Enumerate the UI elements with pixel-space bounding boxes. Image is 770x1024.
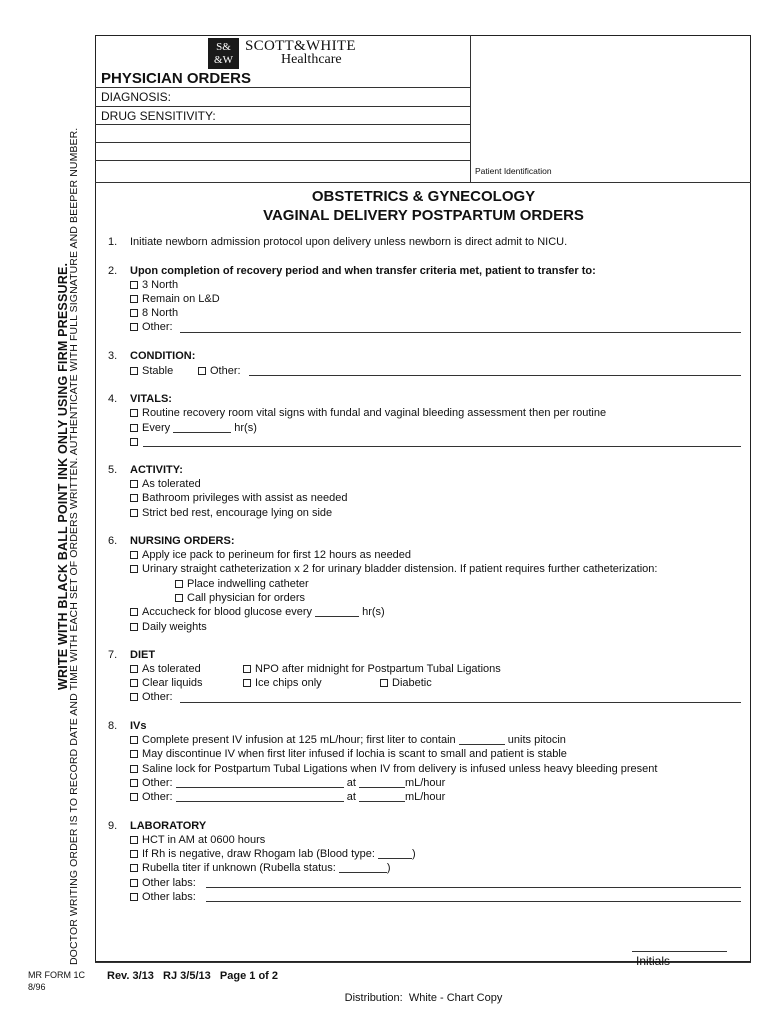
- checkbox[interactable]: [130, 693, 138, 701]
- iv-other-2-rate-blank[interactable]: [359, 792, 405, 802]
- checkbox[interactable]: [130, 323, 138, 331]
- option-straight-cath[interactable]: Urinary straight catheterization x 2 for urinary bladder distension. If patient requires further catheterization:: [130, 563, 657, 575]
- form-title-line1: OBSTETRICS & GYNECOLOGY: [311, 188, 536, 205]
- option-vitals-every[interactable]: Every hr(s): [130, 422, 257, 434]
- checkbox[interactable]: [243, 679, 251, 687]
- activity-heading: ACTIVITY:: [130, 464, 183, 476]
- physician-orders-title: PHYSICIAN ORDERS: [101, 70, 252, 87]
- option-rhogam[interactable]: If Rh is negative, draw Rhogam lab (Blood type: ): [130, 848, 416, 860]
- revision-info: Rev. 3/13 RJ 3/5/13 Page 1 of 2: [107, 970, 278, 982]
- iv-other-1-blank[interactable]: [176, 778, 344, 788]
- condition-other-line[interactable]: [249, 375, 741, 376]
- checkbox[interactable]: [130, 893, 138, 901]
- option-other-labs-2[interactable]: Other labs:: [130, 891, 196, 903]
- form-date: 8/96: [28, 982, 46, 992]
- section-number: 2.: [108, 265, 118, 277]
- checkbox[interactable]: [130, 309, 138, 317]
- option-indwelling-catheter[interactable]: Place indwelling catheter: [175, 578, 309, 590]
- option-other-labs-1[interactable]: Other labs:: [130, 877, 196, 889]
- drug-sensitivity-field[interactable]: DRUG SENSITIVITY:: [101, 109, 216, 123]
- checkbox[interactable]: [130, 438, 138, 446]
- section-number: 8.: [108, 720, 118, 732]
- option-3-north[interactable]: 3 North: [130, 279, 178, 291]
- checkbox[interactable]: [130, 281, 138, 289]
- option-8-north[interactable]: 8 North: [130, 307, 178, 319]
- blood-type-blank[interactable]: [378, 849, 412, 859]
- other-labs-2-line[interactable]: [206, 901, 741, 902]
- option-bathroom-privileges[interactable]: Bathroom privileges with assist as needed: [130, 492, 347, 504]
- option-clear-liquids[interactable]: Clear liquids: [130, 677, 203, 689]
- option-hct[interactable]: HCT in AM at 0600 hours: [130, 834, 265, 846]
- other-labs-1-line[interactable]: [206, 887, 741, 888]
- checkbox[interactable]: [380, 679, 388, 687]
- checkbox[interactable]: [198, 367, 206, 375]
- checkbox[interactable]: [130, 608, 138, 616]
- option-rubella[interactable]: Rubella titer if unknown (Rubella status: ): [130, 862, 391, 874]
- condition-heading: CONDITION:: [130, 350, 196, 362]
- checkbox[interactable]: [175, 580, 183, 588]
- option-saline-lock[interactable]: Saline lock for Postpartum Tubal Ligations when IV from delivery is infused unless heavy bleeding present: [130, 763, 657, 775]
- diet-other-line[interactable]: [180, 702, 741, 703]
- option-daily-weights[interactable]: Daily weights: [130, 621, 207, 633]
- option-ice-chips[interactable]: Ice chips only: [243, 677, 322, 689]
- section-number: 4.: [108, 393, 118, 405]
- checkbox[interactable]: [130, 480, 138, 488]
- scott-white-logo: S& &W: [208, 38, 239, 69]
- option-complete-iv[interactable]: Complete present IV infusion at 125 mL/hour; first liter to contain units pitocin: [130, 734, 566, 746]
- checkbox[interactable]: [130, 623, 138, 631]
- transfer-heading: Upon completion of recovery period and when transfer criteria met, patient to transfer to:: [130, 265, 596, 277]
- header-bottom-rule: [95, 182, 751, 183]
- checkbox[interactable]: [130, 736, 138, 744]
- side-instruction-sub: DOCTOR WRITING ORDER IS TO RECORD DATE AND TIME WITH EACH SET OF ORDERS WRITTEN. AUTHENTICATE WITH FULL SIGNATURE AND BEEPER NUMBER.: [68, 127, 80, 965]
- header-divider: [470, 35, 471, 182]
- option-iv-other-2[interactable]: Other: at mL/hour: [130, 791, 445, 803]
- laboratory-heading: LABORATORY: [130, 820, 207, 832]
- checkbox[interactable]: [130, 295, 138, 303]
- section-number: 6.: [108, 535, 118, 547]
- initials-label: Initials: [636, 954, 671, 968]
- accucheck-hours-blank[interactable]: [315, 607, 359, 617]
- patient-identification-label: Patient Identification: [475, 166, 552, 176]
- checkbox[interactable]: [130, 864, 138, 872]
- option-vitals-other[interactable]: [130, 436, 142, 448]
- option-diet-other[interactable]: Other:: [130, 691, 173, 703]
- section-number: 7.: [108, 649, 118, 661]
- logo-subname: Healthcare: [281, 52, 342, 67]
- section-number: 5.: [108, 464, 118, 476]
- option-routine-vitals[interactable]: Routine recovery room vital signs with fundal and vaginal bleeding assessment then per routine: [130, 407, 606, 419]
- checkbox[interactable]: [243, 665, 251, 673]
- option-iv-other-1[interactable]: Other: at mL/hour: [130, 777, 445, 789]
- option-condition-other[interactable]: Other:: [198, 365, 241, 377]
- diet-heading: DIET: [130, 649, 156, 661]
- section-number: 1.: [108, 236, 118, 248]
- iv-other-2-blank[interactable]: [176, 792, 344, 802]
- option-activity-as-tolerated[interactable]: As tolerated: [130, 478, 201, 490]
- checkbox[interactable]: [175, 594, 183, 602]
- diagnosis-field[interactable]: DIAGNOSIS:: [101, 90, 172, 104]
- checkbox[interactable]: [130, 750, 138, 758]
- checkbox[interactable]: [130, 551, 138, 559]
- iv-other-1-rate-blank[interactable]: [359, 778, 405, 788]
- side-instruction-main: WRITE WITH BLACK BALL POINT INK ONLY USING FIRM PRESSURE.: [56, 262, 70, 690]
- transfer-other-line[interactable]: [180, 332, 741, 333]
- vitals-hours-blank[interactable]: [173, 423, 231, 433]
- rubella-status-blank[interactable]: [339, 863, 387, 873]
- ivs-heading: IVs: [130, 720, 147, 732]
- checkbox[interactable]: [130, 665, 138, 673]
- vitals-heading: VITALS:: [130, 393, 172, 405]
- nursing-orders-heading: NURSING ORDERS:: [130, 535, 235, 547]
- checkbox[interactable]: [130, 409, 138, 417]
- vitals-other-line[interactable]: [143, 446, 741, 447]
- section-number: 9.: [108, 820, 118, 832]
- checkbox[interactable]: [130, 494, 138, 502]
- option-remain-ld[interactable]: Remain on L&D: [130, 293, 220, 305]
- option-accucheck[interactable]: Accucheck for blood glucose every hr(s): [130, 606, 385, 618]
- option-diabetic[interactable]: Diabetic: [380, 677, 432, 689]
- checkbox[interactable]: [130, 836, 138, 844]
- form-id: MR FORM 1C: [28, 970, 85, 980]
- form-title-line2: VAGINAL DELIVERY POSTPARTUM ORDERS: [263, 207, 584, 224]
- checkbox[interactable]: [130, 367, 138, 375]
- checkbox[interactable]: [130, 424, 138, 432]
- option-strict-bed-rest[interactable]: Strict bed rest, encourage lying on side: [130, 507, 332, 519]
- option-stable[interactable]: Stable: [130, 365, 173, 377]
- checkbox[interactable]: [130, 509, 138, 517]
- initials-line[interactable]: [632, 951, 727, 952]
- checkbox[interactable]: [130, 565, 138, 573]
- section-number: 3.: [108, 350, 118, 362]
- logo-name: SCOTT&WHITE: [245, 38, 356, 54]
- checkbox[interactable]: [130, 793, 138, 801]
- option-ice-pack[interactable]: Apply ice pack to perineum for first 12 hours as needed: [130, 549, 411, 561]
- checkbox[interactable]: [130, 779, 138, 787]
- option-discontinue-iv[interactable]: May discontinue IV when first liter infused if lochia is scant to small and patient is stable: [130, 748, 567, 760]
- pitocin-units-blank[interactable]: [459, 735, 505, 745]
- checkbox[interactable]: [130, 879, 138, 887]
- option-npo-midnight[interactable]: NPO after midnight for Postpartum Tubal Ligations: [243, 663, 501, 675]
- option-call-physician[interactable]: Call physician for orders: [175, 592, 305, 604]
- checkbox[interactable]: [130, 765, 138, 773]
- checkbox[interactable]: [130, 850, 138, 858]
- option-transfer-other[interactable]: Other:: [130, 321, 173, 333]
- newborn-protocol-text: Initiate newborn admission protocol upon delivery unless newborn is direct admit to NICU.: [130, 236, 568, 248]
- distribution-note: Distribution: White - Chart Copy: [344, 992, 503, 1004]
- checkbox[interactable]: [130, 679, 138, 687]
- option-diet-as-tolerated[interactable]: As tolerated: [130, 663, 201, 675]
